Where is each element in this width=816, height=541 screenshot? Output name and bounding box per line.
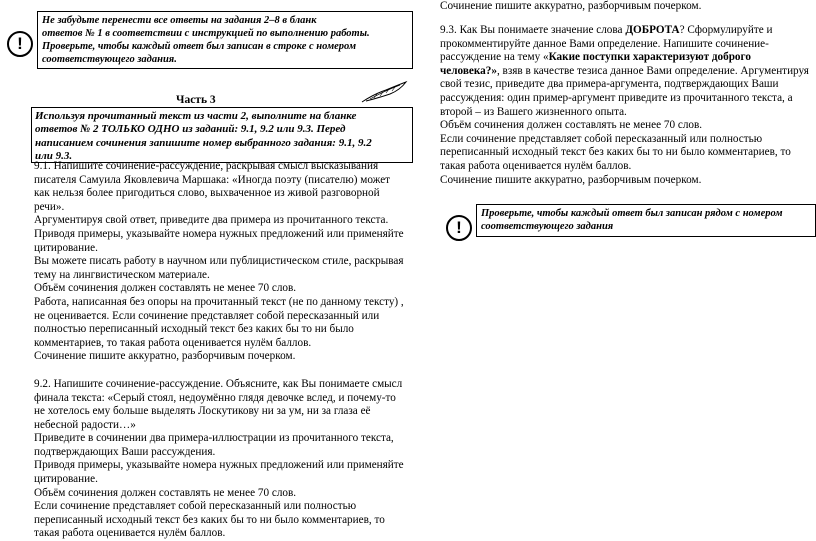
task-9-3-line	[440, 51, 809, 65]
top-notice-line: Не забудьте перенести все ответы на задания 2–8 в бланк	[42, 15, 317, 26]
part3-instruction-line: Используя прочитанный текст из части 2, выполните на бланке	[35, 110, 357, 122]
task-9-1-line: Вы можете писать работу в научном или публицистическом стиле, раскрывая	[34, 255, 404, 268]
task-9-1-line: комментариев, то такая работа оценивается нулём баллов.	[34, 336, 312, 349]
task-9-2-line: Объём сочинения должен составлять не менее 70 слов.	[34, 486, 297, 499]
task-9-1-line: Сочинение пишите аккуратно, разборчивым почерком.	[34, 350, 296, 363]
top-notice-line: соответствующего задания.	[42, 54, 177, 65]
task-9-1-line: как нельзя более пригодиться слово, выхваченное из живой разговорной	[34, 187, 380, 200]
task-9-1-line: Приводя примеры, указывайте номера нужных предложений или применяйте	[34, 227, 404, 240]
left-column-text	[34, 160, 404, 541]
bottom-notice-line: Проверьте, чтобы каждый ответ был записан рядом с номером	[481, 208, 783, 219]
task-9-3-text-part: 9.3. Как Вы понимаете значение слова	[440, 24, 626, 36]
task-9-2-line: цитирование.	[34, 473, 98, 486]
part3-instruction-line: ответов № 2 ТОЛЬКО ОДНО из заданий: 9.1, 9.2 или 9.3. Перед	[35, 123, 346, 136]
task-9-3-keyword: ДОБРОТА	[625, 24, 680, 36]
part3-instruction-box	[31, 107, 413, 163]
task-9-1-line: не оценивается. Если сочинение представляет собой пересказанный или	[34, 309, 380, 322]
task-9-1-line: 9.1. Напишите сочинение-рассуждение, раскрывая смысл высказывания	[34, 160, 379, 172]
task-9-3-line	[440, 24, 809, 38]
task-9-1-line: полностью переписанный исходный текст без каких бы то ни было	[34, 323, 354, 336]
bottom-notice-box	[476, 204, 816, 237]
task-9-3-line: Сочинение пишите аккуратно, разборчивым почерком.	[440, 173, 702, 186]
task-9-1-line: Объём сочинения должен составлять не менее 70 слов.	[34, 282, 297, 295]
task-9-2-line: небесной радости…»	[34, 418, 136, 431]
task-9-1-line: Аргументируя свой ответ, приведите два примера из прочитанного текста.	[34, 214, 389, 227]
task-9-3-line: переписанный исходный текст без каких бы то ни было комментариев, то	[440, 146, 791, 159]
part3-title: Часть 3	[176, 94, 216, 106]
task-9-3-line: прокомментируйте данное Вами определение. Напишите сочинение-	[440, 37, 769, 50]
task-9-3-topic: Какие поступки характеризуют доброго	[548, 51, 751, 64]
top-notice-box	[37, 11, 413, 69]
task-9-2-line: Если сочинение представляет собой пересказанный или полностью	[34, 500, 357, 513]
task-9-1-line: тему на лингвистическом материале.	[34, 268, 210, 281]
task-9-2-line: Приведите в сочинении два примера-иллюстрации из прочитанного текста,	[34, 432, 394, 445]
task-9-3-line: рассуждения: один пример-аргумент приведите из прочитанного текста, а	[440, 91, 793, 104]
task-9-2-line: такая работа оценивается нулём баллов.	[34, 527, 226, 540]
task-9-3-line: Если сочинение представляет собой пересказанный или полностью	[440, 132, 763, 145]
top-notice-line: Проверьте, чтобы каждый ответ был записан в строке с номером	[42, 41, 357, 52]
task-9-3-text	[440, 24, 809, 187]
task-9-2-line: 9.2. Напишите сочинение-рассуждение. Объясните, как Вы понимаете смысл	[34, 377, 403, 390]
task-9-2-line: Приводя примеры, указывайте номера нужных предложений или применяйте	[34, 459, 404, 472]
part3-instruction-line: или 9.3.	[35, 149, 73, 162]
feather-pen-icon	[360, 80, 408, 104]
task-9-3-line: второй – из Вашего жизненного опыта.	[440, 105, 627, 118]
bottom-notice-line: соответствующего задания	[481, 221, 614, 232]
task-9-3-line: Объём сочинения должен составлять не менее 70 слов.	[440, 119, 703, 132]
task-9-2-line: не хотелось ему больше выделять Лоскутикову ни за ум, ни за глаза её	[34, 405, 371, 418]
part3-instruction-line: написанием сочинения запишите номер выбранного задания: 9.1, 9.2	[35, 136, 372, 149]
top-notice-line: ответов № 1 в соответствии с инструкцией по выполнению работы.	[42, 28, 370, 39]
task-9-1-line: писателя Самуила Яковлевича Маршака: «Иногда поэту (писателю) может	[34, 173, 391, 186]
task-9-3-text-part: ? Сформулируйте и	[679, 24, 773, 36]
task-9-2-line: подтверждающих Ваши рассуждения.	[34, 445, 216, 458]
right-top-line	[440, 0, 701, 14]
task-9-3-topic: человека?»	[440, 64, 497, 77]
warning-icon: !	[7, 31, 33, 57]
warning-icon: !	[446, 215, 472, 241]
task-9-3-text-part: рассуждение на тему «	[440, 51, 549, 64]
task-9-3-line: свой тезис, приведите два примера-аргумента, подтверждающих Ваши	[440, 78, 779, 91]
task-9-2-line: переписанный исходный текст без каких бы то ни было комментариев, то	[34, 513, 385, 526]
task-9-3-line	[440, 65, 809, 79]
task-9-1-line: цитирование.	[34, 241, 98, 254]
task-9-1-line: Работа, написанная без опоры на прочитанный текст (не по данному тексту) ,	[34, 295, 404, 308]
task-9-3-line: такая работа оценивается нулём баллов.	[440, 159, 632, 172]
right-top-text: Сочинение пишите аккуратно, разборчивым почерком.	[440, 0, 702, 12]
task-9-2-line: финала текста: «Серый стоял, недоумённо глядя девочке вслед, и почему-то	[34, 391, 396, 404]
task-9-3-text-part: , взяв в качестве тезиса данное Вами определение. Аргументируя	[496, 64, 809, 77]
task-9-1-line: речи».	[34, 200, 65, 213]
